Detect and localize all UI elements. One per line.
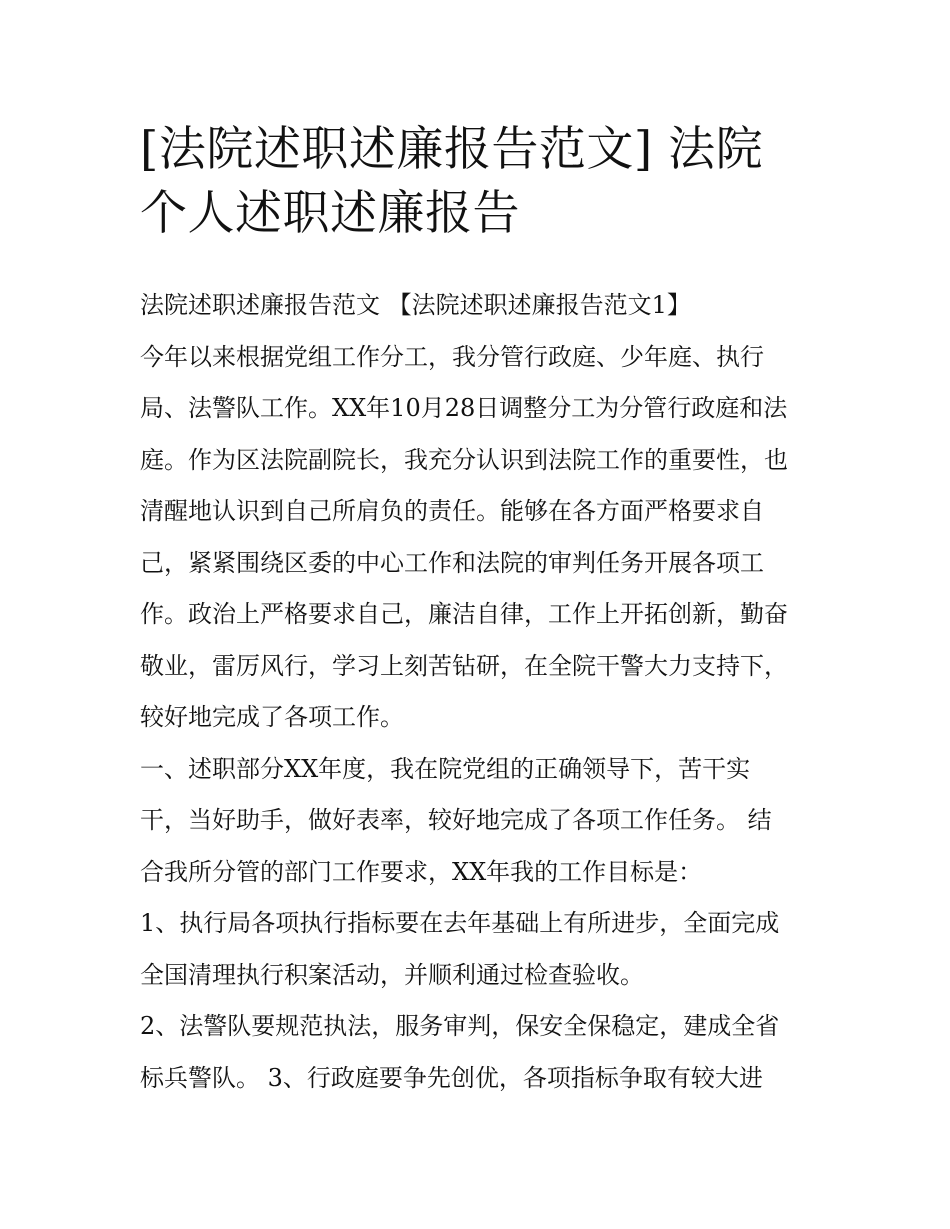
body-line: 合我所分管的部门工作要求，XX年我的工作目标是： — [140, 857, 703, 886]
body-line: 较好地完成了各项工作。 — [140, 703, 404, 731]
body-line: 一、述职部分XX年度，我在院党组的正确领导下，苦干实 — [140, 754, 751, 783]
body-line: 干，当好助手，做好表率，较好地完成了各项工作任务。 结 — [140, 806, 772, 834]
body-line: 2、法警队要规范执法，服务审判，保安全保稳定，建成全省 — [140, 1012, 780, 1040]
document-body — [140, 280, 820, 1104]
body-line: 1、执行局各项执行指标要在去年基础上有所进步，全面完成 — [140, 909, 780, 937]
body-line: 作。政治上严格要求自己，廉洁自律，工作上开拓创新，勤奋 — [140, 600, 788, 628]
body-line: 标兵警队。 3、行政庭要争先创优，各项指标争取有较大进 — [140, 1063, 763, 1092]
body-line: 今年以来根据党组工作分工，我分管行政庭、少年庭、执行 — [140, 342, 764, 371]
document-title — [140, 118, 820, 246]
body-line: 庭。作为区法院副院长，我充分认识到法院工作的重要性，也 — [140, 445, 788, 474]
document-content — [140, 118, 820, 1104]
body-line: 局、法警队工作。XX年10月28日调整分工为分管行政庭和法 — [140, 394, 788, 422]
title-line-2: 个人述职述廉报告 — [140, 186, 520, 241]
body-line: 己，紧紧围绕区委的中心工作和法院的审判任务开展各项工 — [140, 548, 764, 577]
body-line: 法院述职述廉报告范文 【法院述职述廉报告范文1】 — [140, 291, 691, 319]
body-line: 全国清理执行积案活动，并顺利通过检查验收。 — [140, 960, 644, 989]
title-line-1: [法院述职述廉报告范文] 法院 — [140, 122, 764, 177]
body-line: 敬业，雷厉风行，学习上刻苦钻研，在全院干警大力支持下， — [140, 651, 788, 680]
body-line: 清醒地认识到自己所肩负的责任。能够在各方面严格要求自 — [140, 497, 764, 525]
